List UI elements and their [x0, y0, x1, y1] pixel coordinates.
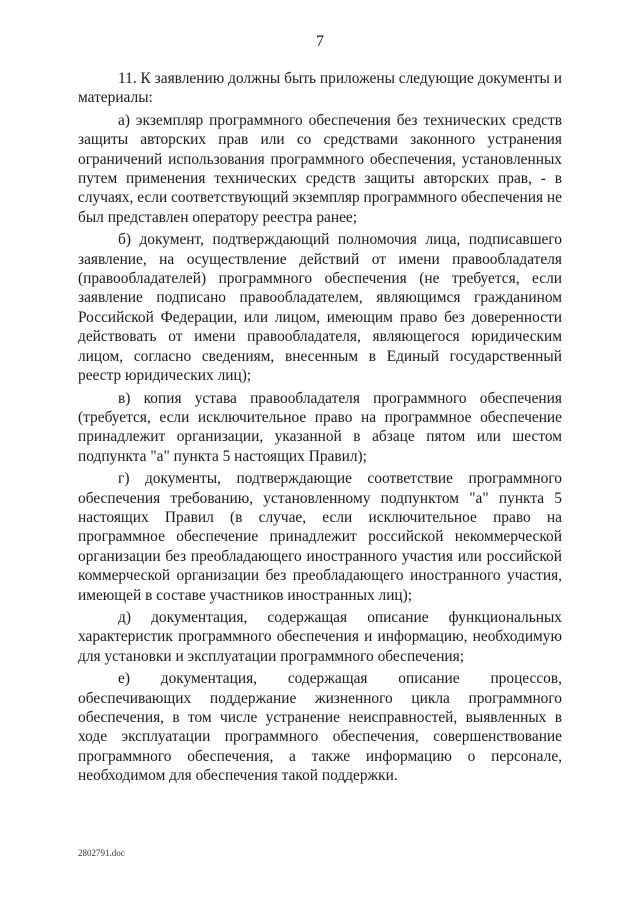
paragraph-subitem-b: б) документ, подтверждающий полномочия лица, подписавшего заявление, на осуществление действий от имени правообладателя (правообладателей) программного обеспечения (не требуется, если заявление подписано правообладателем, являющимся гражданином Российской Федерации, или лицом, имеющим право без доверенности действовать от имени правообладателя, являющегося юридическим лицом, согласно сведениям, внесенным в Единый государственный реестр юридических лиц); — [78, 231, 562, 385]
document-body — [78, 69, 562, 789]
page-number: 7 — [316, 33, 324, 50]
paragraph-subitem-d: д) документация, содержащая описание функциональных характеристик программного обеспечения и информацию, необходимую для установки и эксплуатации программного обеспечения; — [78, 608, 562, 665]
paragraph-subitem-e: е) документация, содержащая описание процессов, обеспечивающих поддержание жизненного цикла программного обеспечения, в том числе устранение неисправностей, выявленных в ходе эксплуатации программного обеспечения, совершенствование программного обеспечения, а также информацию о персонале, необходимом для обеспечения такой поддержки. — [78, 670, 562, 785]
paragraph-subitem-g: г) документы, подтверждающие соответствие программного обеспечения требованию, установленному подпунктом "а" пункта 5 настоящих Правил (в случае, если исключительное право на программное обеспечение принадлежит российской некоммерческой организации без преобладающего иностранного участия или российской коммерческой организации без преобладающего иностранного участия, имеющей в составе участников иностранных лиц); — [78, 470, 562, 604]
paragraph-subitem-a: а) экземпляр программного обеспечения без технических средств защиты авторских прав или со средствами законного устранения ограничений использования программного обеспечения, установленных путем применения технических средств защиты авторских прав, - в случаях, если соответствующий экземпляр программного обеспечения не был представлен оператору реестра ранее; — [78, 111, 562, 226]
paragraph-item-11: 11. К заявлению должны быть приложены следующие документы и материалы: — [78, 70, 562, 107]
paragraph-subitem-v: в) копия устава правообладателя программного обеспечения (требуется, если исключительное право на программное обеспечение принадлежит организации, указанной в абзаце пятом или шестом подпункта "а" пункта 5 настоящих Правил); — [78, 389, 562, 465]
document-footer-filename: 2802791.doc — [78, 848, 125, 858]
